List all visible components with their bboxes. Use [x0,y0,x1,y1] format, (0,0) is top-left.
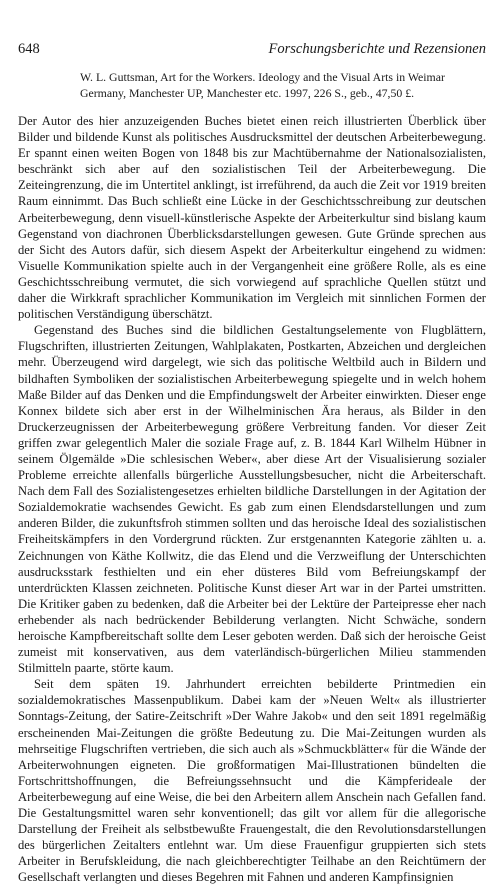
section-title: Forschungsberichte und Rezensionen [268,41,486,57]
page-number: 648 [18,41,40,57]
paragraph: Der Autor des hier anzuzeigenden Buches bietet einen reich illustrierten Überblick über Bilder und bildende Kunst als politisches Ausdrucksmittel der deutschen Arbeiterbewegung. Er spannt einen weiten Bogen von 1848 bis zur Machtübernahme der Nationalsozialisten, beschränkt sich aber auf den sozialistischen Teil der Arbeiterbewegung. Die Zeiteingrenzung, die im Untertitel anklingt, ist irreführend, da auch die Zeit vor 1919 breiten Raum einnimmt. Das Buch schließt eine Lücke in der Geschichtsschreibung zur deutschen Arbeiterbewegung, denn visuell-künstlerische Aspekte der Arbeiterkultur sind bislang kaum Gegenstand von diachronen Überblicksdarstellungen gewesen. Gute Gründe sprechen aus der Sicht des Autors dafür, sich diesem Aspekt der Arbeiterkultur eingehend zu widmen: Visuelle Kommunikation spielte auch in der Vergangenheit eine größere Rolle, als es eine Geschichtsschreibung vermutet, die sich vorwiegend auf sprachliche Quellen stützt und daher die Wirkkraft sprachlicher Kommunikation im Vergleich mit sinnlichen Formen der politischen Verständigung überschätzt. [18,114,486,322]
review-body [18,113,486,886]
book-citation: W. L. Guttsman, Art for the Workers. Ideology and the Visual Arts in Weimar Germany, Manchester UP, Manchester etc. 1997, 226 S., geb., 47,50 £. [80,70,445,100]
paragraph: Gegenstand des Buches sind die bildlichen Gestaltungselemente von Flugblättern, Flugschriften, illustrierten Zeitungen, Wahlplakaten, Postkarten, Abzeichen und dergleichen mehr. Überzeugend wird dargelegt, wie sich das politische Weltbild auch in Bildern und bildhaften Symboliken der sozialistischen Arbeiterbewegung spiegelte und in welch hohem Maße Bilder auf das Denken und die Empfindungswelt der Arbeiter einwirkten. Dieser enge Konnex bildete sich aber erst in der Wilhelminischen Ära heraus, als Bilder in den Druckerzeugnissen der Arbeiterbewegung größere Verbreitung fanden. Vor dieser Zeit griffen zwar gelegentlich Maler die soziale Frage auf, z. B. 1844 Karl Wilhelm Hübner in seinem Ölgemälde »Die schlesischen Weber«, aber diese Art der Visualisierung sozialer Probleme erreichte allenfalls bürgerliche Ausstellungsbesucher, nicht die Arbeiterschaft. Nach dem Fall des Sozialistengesetzes erhielten bildliche Darstellungen in der Agitation der Sozialdemokratie wachsendes Gewicht. Es gab zum einen Elendsdarstellungen und zum anderen Bilder, die zukunftsfroh stimmen sollten und das heroische Ideal des sozialistischen Freiheitskämpfers in den Vordergrund rückten. Zur erstgenannten Kategorie zählten u. a. Zeichnungen von Käthe Kollwitz, die das Elend und die Verzweiflung der Unterschichten ausdrucksstark festhielten und ein eher düsteres Bild vom Befreiungskampf der unterdrückten Klassen zeichneten. Politische Kunst dieser Art war in der Partei umstritten. Die Kritiker gaben zu bedenken, daß die Arbeiter bei der Lektüre der Parteipresse eher nach erhebender als nach bedrückender Bebilderung verlangten. Nicht Schwäche, sondern heroische Kampfbereitschaft sollte dem Leser geboten werden. Daß sich der heroische Geist zumeist mit konservativen, aus dem vaterländisch-bürgerlichen Milieu stammenden Stilmitteln paarte, störte kaum. [18,323,486,676]
running-head [18,40,486,58]
paragraph: Seit dem späten 19. Jahrhundert erreichten bebilderte Printmedien ein sozialdemokratisches Massenpublikum. Dabei kam der »Neuen Welt« als illustrierter Sonntags-Zeitung, der Satire-Zeitschrift »Der Wahre Jakob« und den seit 1891 regelmäßig erscheinenden Mai-Zeitungen die größte Bedeutung zu. Die Mai-Zeitungen wurden als mehrseitige Flugschriften vertrieben, die sich auch als »Schmuckblätter« für die Wände der Arbeiterwohnungen eigneten. Die großformatigen Mai-Illustrationen bündelten die Fortschrittshoffnungen, die Befreiungssehnsucht und die Kämpferideale der Arbeiterbewegung auf eine Weise, die bei den Arbeitern allem Anschein nach Gefallen fand. Die Gestaltungsmittel waren sehr konventionell; das gilt vor allem für die allegorische Darstellung der Freiheit als selbstbewußte Frauengestalt, die den Revolutionsdarstellungen des bürgerlichen Zeitalters entlehnt war. Um diese Frauenfigur gruppierten sich stets Arbeiter in Berufskleidung, die nach gleichberechtigter Teilhabe an den Reichtümern der Gesellschaft verlangten und dieses Begehren mit Fahnen und anderen Kampfinsignien [18,677,486,885]
